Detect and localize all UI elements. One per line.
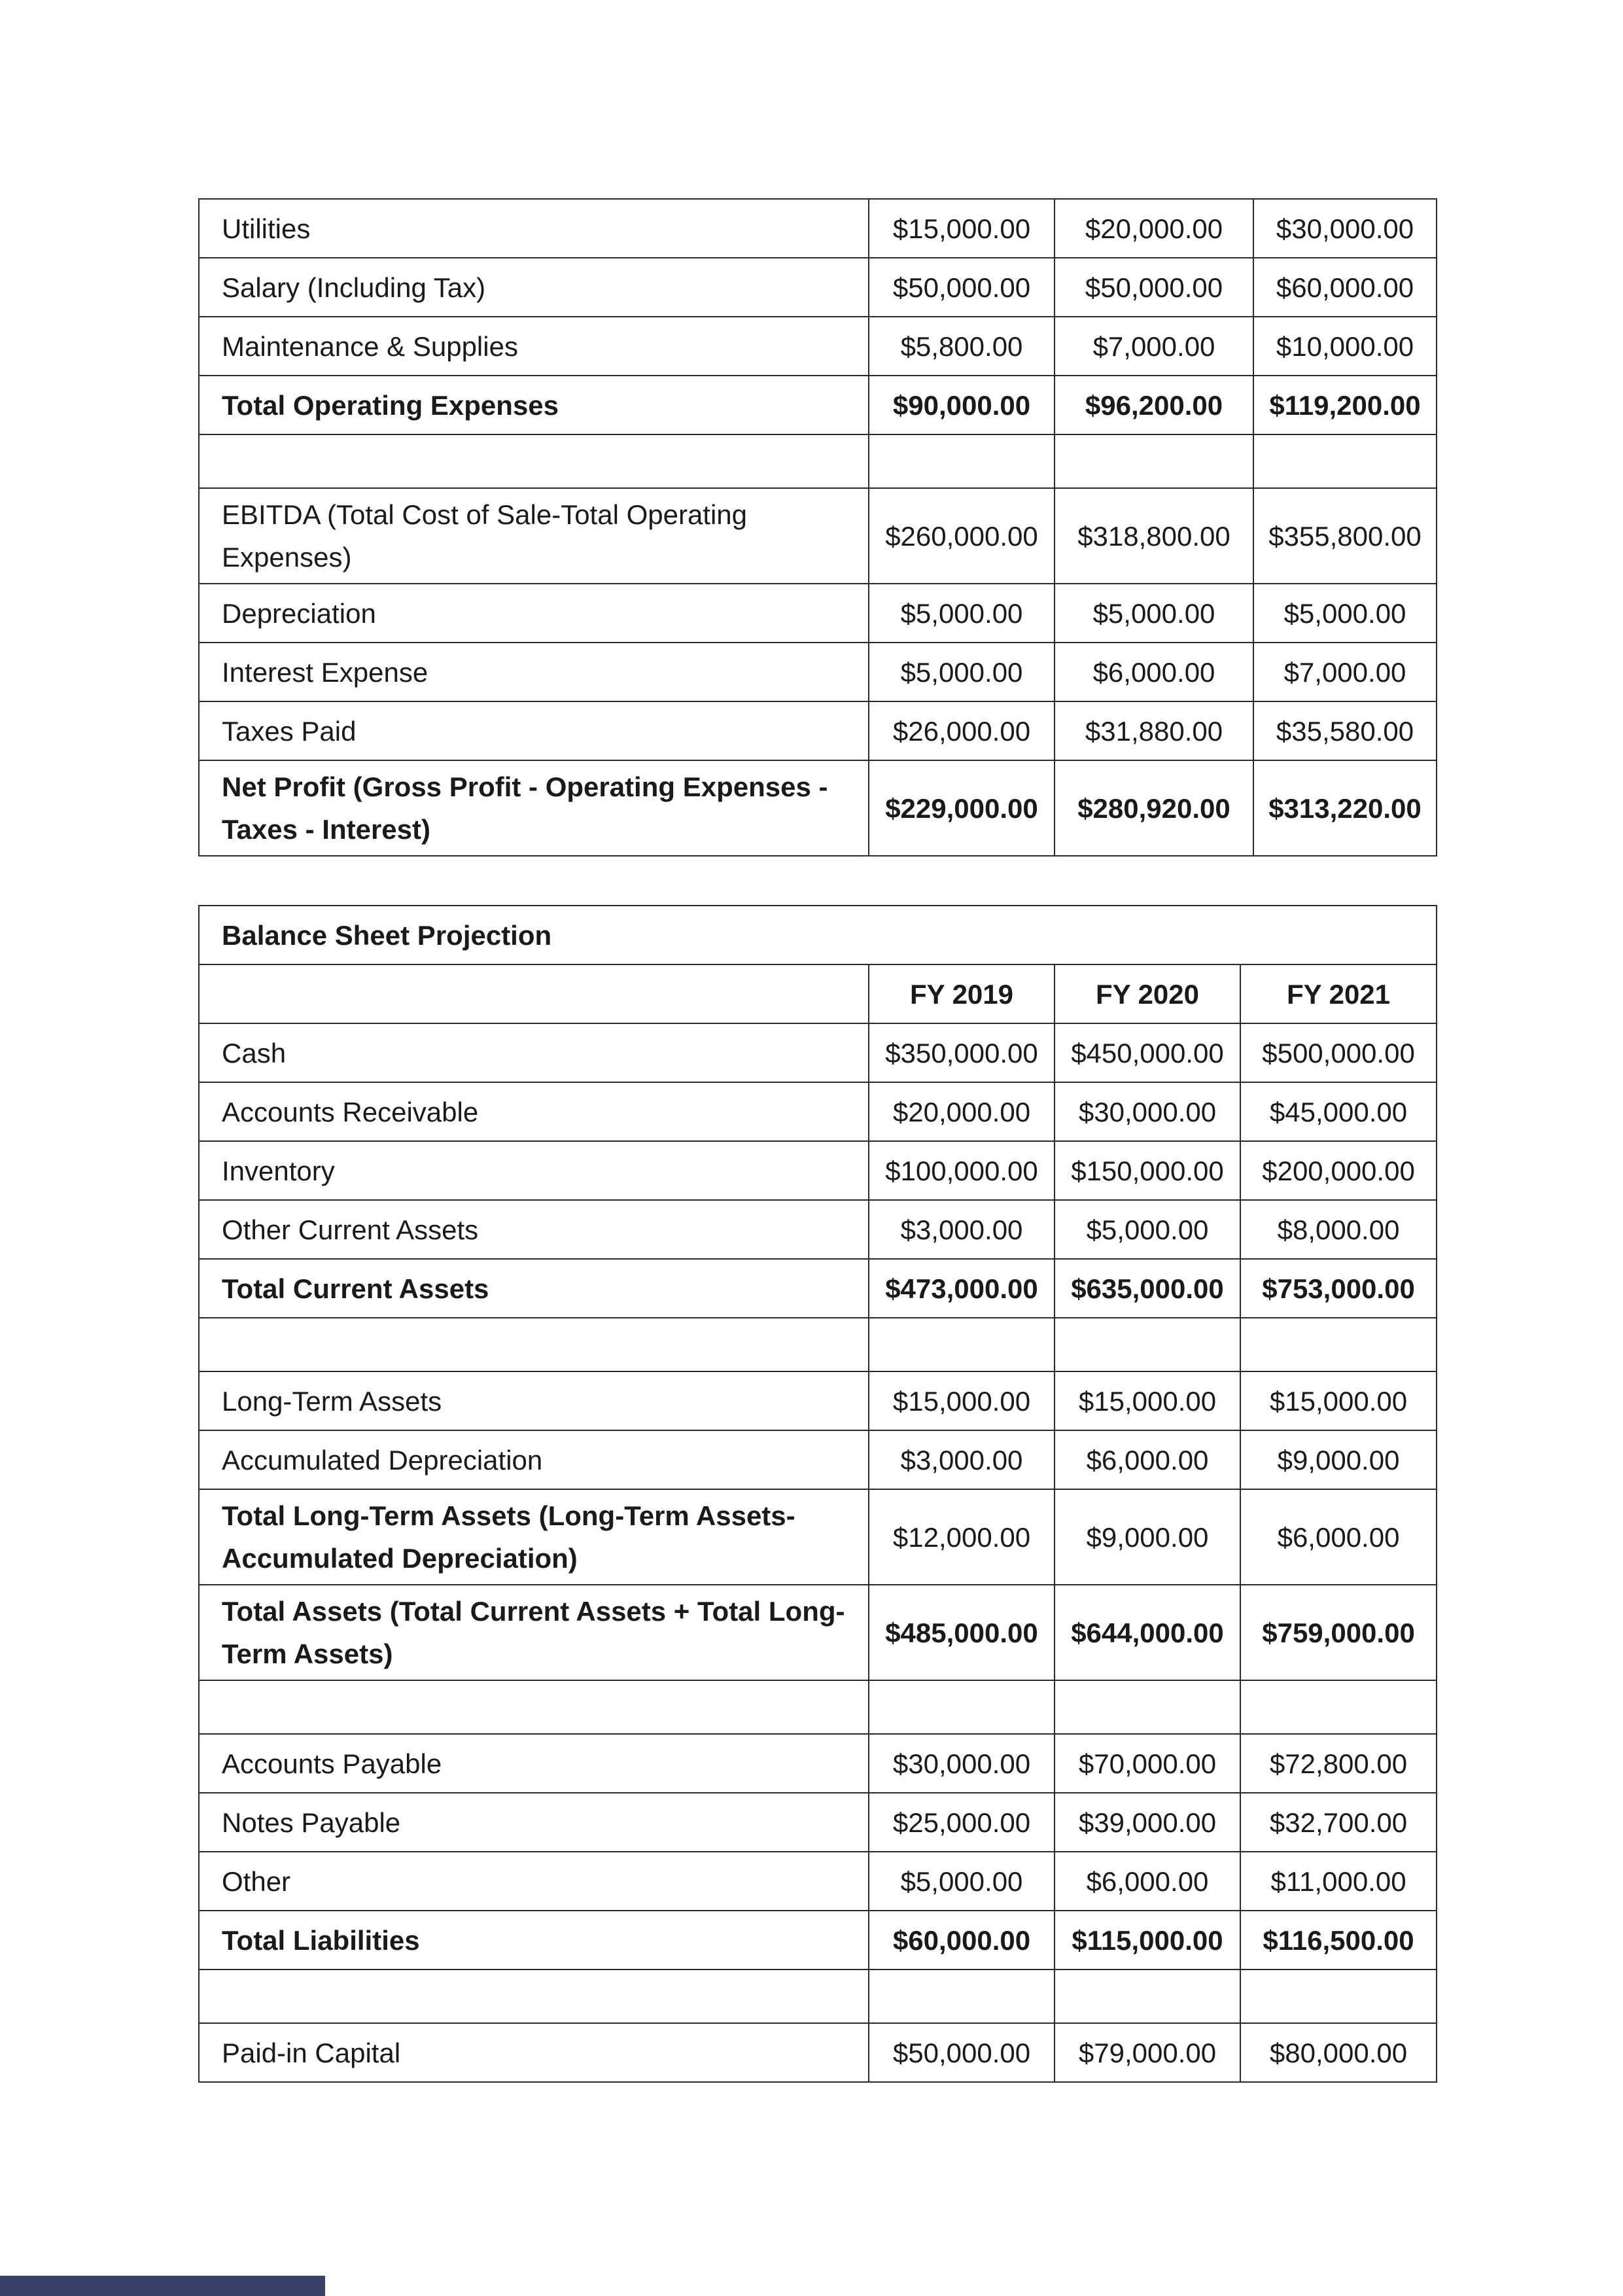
table-row bbox=[199, 1911, 1437, 1969]
row-label: Total Current Assets bbox=[199, 1259, 869, 1318]
column-header-fy2021: FY 2021 bbox=[1240, 964, 1437, 1023]
row-label: Accounts Receivable bbox=[199, 1082, 869, 1141]
value-cell: $15,000.00 bbox=[1055, 1371, 1240, 1430]
row-label: Utilities bbox=[199, 199, 869, 258]
row-label: Accumulated Depreciation bbox=[199, 1430, 869, 1489]
balance-sheet-body bbox=[199, 906, 1437, 2082]
value-cell: $45,000.00 bbox=[1240, 1082, 1437, 1141]
row-label: Total Assets (Total Current Assets + Total Long-Term Assets) bbox=[199, 1585, 869, 1680]
value-cell: $500,000.00 bbox=[1240, 1023, 1437, 1082]
table-row bbox=[199, 1430, 1437, 1489]
row-label: Inventory bbox=[199, 1141, 869, 1200]
value-cell: $15,000.00 bbox=[1240, 1371, 1437, 1430]
value-cell: $9,000.00 bbox=[1240, 1430, 1437, 1489]
value-cell: $50,000.00 bbox=[869, 2023, 1055, 2082]
row-label bbox=[199, 1318, 869, 1371]
value-cell bbox=[1055, 434, 1253, 488]
row-label: Total Long-Term Assets (Long-Term Assets-Accumulated Depreciation) bbox=[199, 1489, 869, 1585]
row-label bbox=[199, 434, 869, 488]
value-cell bbox=[1240, 1969, 1437, 2023]
table-row bbox=[199, 1023, 1437, 1082]
spacer-row bbox=[199, 434, 1437, 488]
table-row bbox=[199, 258, 1437, 317]
row-label bbox=[199, 1969, 869, 2023]
value-cell: $8,000.00 bbox=[1240, 1200, 1437, 1259]
value-cell: $79,000.00 bbox=[1055, 2023, 1240, 2082]
row-label: Maintenance & Supplies bbox=[199, 317, 869, 376]
value-cell: $15,000.00 bbox=[869, 199, 1055, 258]
value-cell: $15,000.00 bbox=[869, 1371, 1055, 1430]
value-cell: $119,200.00 bbox=[1253, 376, 1437, 434]
income-statement-body bbox=[199, 199, 1437, 856]
value-cell: $30,000.00 bbox=[1253, 199, 1437, 258]
table-row bbox=[199, 1852, 1437, 1911]
value-cell: $7,000.00 bbox=[1253, 643, 1437, 701]
value-cell: $115,000.00 bbox=[1055, 1911, 1240, 1969]
value-cell: $6,000.00 bbox=[1240, 1489, 1437, 1585]
value-cell: $473,000.00 bbox=[869, 1259, 1055, 1318]
value-cell: $100,000.00 bbox=[869, 1141, 1055, 1200]
value-cell bbox=[869, 1680, 1055, 1734]
row-label: Depreciation bbox=[199, 584, 869, 643]
value-cell: $90,000.00 bbox=[869, 376, 1055, 434]
table-row bbox=[199, 643, 1437, 701]
table-row bbox=[199, 1585, 1437, 1680]
row-label: Interest Expense bbox=[199, 643, 869, 701]
table-row bbox=[199, 2023, 1437, 2082]
value-cell: $318,800.00 bbox=[1055, 488, 1253, 584]
row-label: Total Operating Expenses bbox=[199, 376, 869, 434]
spacer-row bbox=[199, 1680, 1437, 1734]
value-cell: $5,000.00 bbox=[1055, 1200, 1240, 1259]
value-cell: $30,000.00 bbox=[1055, 1082, 1240, 1141]
value-cell: $6,000.00 bbox=[1055, 643, 1253, 701]
value-cell: $635,000.00 bbox=[1055, 1259, 1240, 1318]
table-row bbox=[199, 1489, 1437, 1585]
value-cell: $30,000.00 bbox=[869, 1734, 1055, 1793]
value-cell: $60,000.00 bbox=[869, 1911, 1055, 1969]
table-row bbox=[199, 1371, 1437, 1430]
value-cell: $313,220.00 bbox=[1253, 760, 1437, 856]
value-cell: $759,000.00 bbox=[1240, 1585, 1437, 1680]
value-cell: $12,000.00 bbox=[869, 1489, 1055, 1585]
value-cell: $5,000.00 bbox=[1055, 584, 1253, 643]
value-cell: $25,000.00 bbox=[869, 1793, 1055, 1852]
value-cell: $9,000.00 bbox=[1055, 1489, 1240, 1585]
value-cell bbox=[1240, 1318, 1437, 1371]
table-row bbox=[199, 701, 1437, 760]
row-label: Long-Term Assets bbox=[199, 1371, 869, 1430]
row-label: Paid-in Capital bbox=[199, 2023, 869, 2082]
value-cell: $70,000.00 bbox=[1055, 1734, 1240, 1793]
row-label: Total Liabilities bbox=[199, 1911, 869, 1969]
value-cell: $31,880.00 bbox=[1055, 701, 1253, 760]
spacer-row bbox=[199, 1969, 1437, 2023]
table-row bbox=[199, 1259, 1437, 1318]
value-cell: $5,000.00 bbox=[869, 643, 1055, 701]
column-header-fy2019: FY 2019 bbox=[869, 964, 1055, 1023]
table-row bbox=[199, 376, 1437, 434]
table-row bbox=[199, 488, 1437, 584]
value-cell: $72,800.00 bbox=[1240, 1734, 1437, 1793]
column-header-fy2020: FY 2020 bbox=[1055, 964, 1240, 1023]
table-row bbox=[199, 584, 1437, 643]
value-cell: $644,000.00 bbox=[1055, 1585, 1240, 1680]
table-row bbox=[199, 317, 1437, 376]
value-cell: $200,000.00 bbox=[1240, 1141, 1437, 1200]
row-label: Cash bbox=[199, 1023, 869, 1082]
value-cell: $39,000.00 bbox=[1055, 1793, 1240, 1852]
table-row bbox=[199, 1734, 1437, 1793]
value-cell: $6,000.00 bbox=[1055, 1430, 1240, 1489]
value-cell: $5,000.00 bbox=[1253, 584, 1437, 643]
value-cell: $5,800.00 bbox=[869, 317, 1055, 376]
table-row bbox=[199, 1082, 1437, 1141]
row-label: Other Current Assets bbox=[199, 1200, 869, 1259]
value-cell: $20,000.00 bbox=[869, 1082, 1055, 1141]
value-cell: $96,200.00 bbox=[1055, 376, 1253, 434]
value-cell: $753,000.00 bbox=[1240, 1259, 1437, 1318]
value-cell bbox=[1240, 1680, 1437, 1734]
spacer-row bbox=[199, 1318, 1437, 1371]
value-cell bbox=[869, 1318, 1055, 1371]
row-label: Notes Payable bbox=[199, 1793, 869, 1852]
value-cell bbox=[1055, 1318, 1240, 1371]
balance-sheet-title: Balance Sheet Projection bbox=[199, 906, 1437, 964]
value-cell: $32,700.00 bbox=[1240, 1793, 1437, 1852]
row-label: Accounts Payable bbox=[199, 1734, 869, 1793]
value-cell: $50,000.00 bbox=[1055, 258, 1253, 317]
value-cell: $11,000.00 bbox=[1240, 1852, 1437, 1911]
footer-accent-bar bbox=[0, 2276, 325, 2296]
value-cell: $229,000.00 bbox=[869, 760, 1055, 856]
income-statement-table bbox=[198, 198, 1437, 857]
value-cell: $450,000.00 bbox=[1055, 1023, 1240, 1082]
table-row bbox=[199, 1793, 1437, 1852]
row-label: Taxes Paid bbox=[199, 701, 869, 760]
value-cell bbox=[869, 434, 1055, 488]
value-cell: $280,920.00 bbox=[1055, 760, 1253, 856]
value-cell: $355,800.00 bbox=[1253, 488, 1437, 584]
value-cell: $20,000.00 bbox=[1055, 199, 1253, 258]
value-cell: $80,000.00 bbox=[1240, 2023, 1437, 2082]
value-cell: $5,000.00 bbox=[869, 584, 1055, 643]
value-cell: $5,000.00 bbox=[869, 1852, 1055, 1911]
row-label: EBITDA (Total Cost of Sale-Total Operating Expenses) bbox=[199, 488, 869, 584]
value-cell bbox=[869, 1969, 1055, 2023]
row-label: Net Profit (Gross Profit - Operating Expenses - Taxes - Interest) bbox=[199, 760, 869, 856]
value-cell: $3,000.00 bbox=[869, 1430, 1055, 1489]
value-cell: $116,500.00 bbox=[1240, 1911, 1437, 1969]
header-empty-cell bbox=[199, 964, 869, 1023]
value-cell: $50,000.00 bbox=[869, 258, 1055, 317]
value-cell: $350,000.00 bbox=[869, 1023, 1055, 1082]
row-label: Salary (Including Tax) bbox=[199, 258, 869, 317]
value-cell: $150,000.00 bbox=[1055, 1141, 1240, 1200]
value-cell: $7,000.00 bbox=[1055, 317, 1253, 376]
table-row bbox=[199, 199, 1437, 258]
table-row bbox=[199, 1141, 1437, 1200]
value-cell: $60,000.00 bbox=[1253, 258, 1437, 317]
value-cell: $35,580.00 bbox=[1253, 701, 1437, 760]
value-cell bbox=[1055, 1969, 1240, 2023]
value-cell: $3,000.00 bbox=[869, 1200, 1055, 1259]
row-label: Other bbox=[199, 1852, 869, 1911]
value-cell: $10,000.00 bbox=[1253, 317, 1437, 376]
row-label bbox=[199, 1680, 869, 1734]
table-row bbox=[199, 1200, 1437, 1259]
table-row bbox=[199, 760, 1437, 856]
value-cell bbox=[1055, 1680, 1240, 1734]
value-cell bbox=[1253, 434, 1437, 488]
value-cell: $260,000.00 bbox=[869, 488, 1055, 584]
value-cell: $485,000.00 bbox=[869, 1585, 1055, 1680]
value-cell: $26,000.00 bbox=[869, 701, 1055, 760]
value-cell: $6,000.00 bbox=[1055, 1852, 1240, 1911]
balance-sheet-table bbox=[198, 905, 1437, 2083]
